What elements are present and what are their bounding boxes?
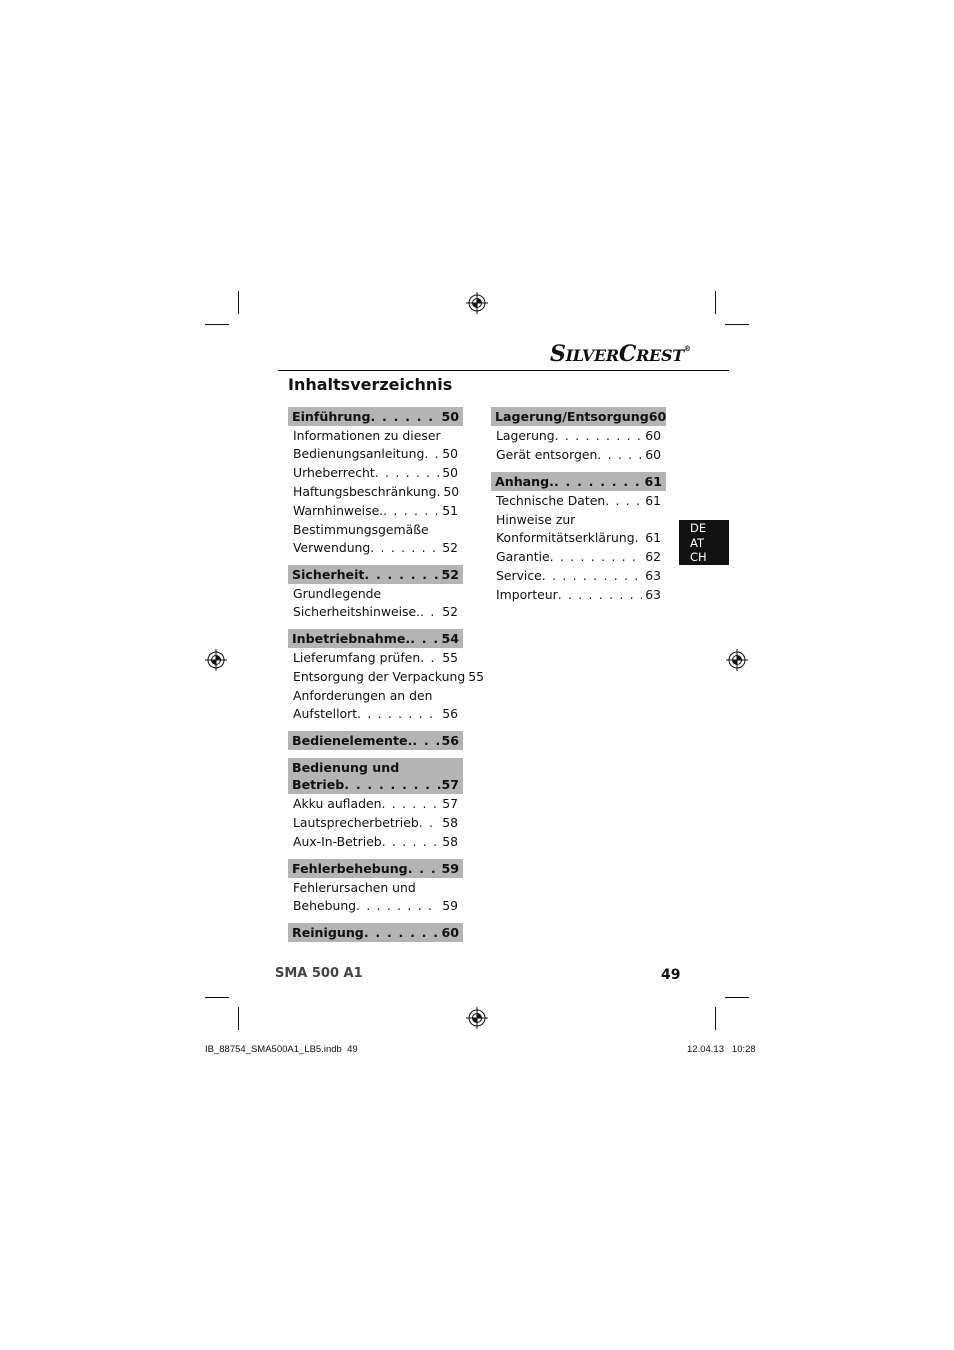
toc-entry-row [293,445,458,463]
toc-entry-page: 51 [442,503,458,518]
toc-entry-label: Urheberrecht [293,465,375,480]
toc-entry-page: 63 [645,568,661,583]
toc-heading-page: 56 [441,733,459,748]
toc-heading-page: 59 [441,861,459,876]
toc-leader-dots [555,427,643,445]
language-code: CH [690,550,707,564]
toc-entry-row [293,649,458,667]
language-code: AT [690,535,704,550]
crop-mark [205,324,229,325]
toc-heading-page: 61 [644,474,662,489]
toc-entry[interactable] [293,502,458,520]
registration-mark-icon [205,649,227,671]
toc-leader-dots [408,860,442,877]
toc-heading-page: 60 [648,409,666,424]
toc-entry[interactable] [496,548,661,566]
toc-heading-row [292,924,459,941]
toc-entry-label: Entsorgung der Verpackung [293,669,466,684]
toc-entry[interactable] [496,511,661,547]
toc-section-gap [491,464,666,472]
toc-entry-page: 61 [645,530,661,545]
toc-entry-label: Warnhinweise. [293,503,384,518]
toc-right-column [491,407,666,612]
toc-leader-dots [420,603,439,621]
toc-entry[interactable] [496,492,661,510]
toc-items [491,492,666,604]
print-slug-date: 12.04.13 10:28 [687,1044,756,1055]
toc-section-gap [288,915,463,923]
toc-entry-label: Akku aufladen [293,796,382,811]
toc-entry-row [293,502,458,520]
toc-section-heading[interactable] [288,731,463,750]
toc-entry-page: 52 [442,540,458,555]
toc-heading-row [292,732,459,749]
toc-section-heading[interactable] [491,407,666,426]
toc-section-heading[interactable] [288,407,463,426]
toc-section-heading[interactable] [288,923,463,942]
toc-leader-dots [370,539,439,557]
toc-section-heading[interactable] [288,565,463,584]
toc-entry[interactable] [293,795,458,813]
toc-leader-dots [412,732,441,749]
toc-entry-page: 60 [645,447,661,462]
toc-entry-line: Informationen zu dieser [293,428,441,443]
print-slug-file: IB_88754_SMA500A1_LB5.indb 49 [205,1044,358,1055]
toc-heading-row [292,566,459,583]
toc-heading-row [292,630,459,647]
toc-heading-page: 54 [441,631,459,646]
toc-heading-label: Einführung [292,409,371,424]
toc-entry-row [496,548,661,566]
toc-entry-page: 61 [645,493,661,508]
toc-entry-page: 58 [442,834,458,849]
toc-entry-row [293,795,458,813]
toc-entry-row [496,567,661,585]
brand-logo: SILVERCREST® [550,341,691,367]
toc-leader-dots [370,408,441,425]
toc-leader-dots [550,548,643,566]
toc-section-heading[interactable] [288,629,463,648]
toc-entry-row [293,483,458,501]
toc-entry-label: Lieferumfang prüfen [293,650,421,665]
toc-entry-label: Gerät entsorgen [496,447,598,462]
toc-section-gap [288,621,463,629]
toc-entry-row [496,586,661,604]
toc-entry[interactable] [293,668,484,686]
toc-entry-label: Bedienungsanleitung [293,446,425,461]
toc-leader-dots [383,502,439,520]
toc-entry-line: Anforderungen an den [293,688,433,703]
toc-entry[interactable] [496,567,661,585]
toc-section-heading[interactable] [491,472,666,491]
toc-entry-row [293,814,458,832]
registration-mark-icon [726,649,748,671]
toc-entry-label: Lautsprecherbetrieb [293,815,419,830]
toc-entry[interactable] [496,586,661,604]
toc-heading-row [292,408,459,425]
toc-entry-label: Importeur [496,587,558,602]
toc-entry-page: 50 [443,484,460,499]
footer-page-number: 49 [661,967,681,983]
toc-entry[interactable] [293,814,458,832]
toc-leader-dots [558,586,643,604]
toc-heading-page: 57 [441,777,459,792]
toc-heading-label: Lagerung/Entsorgung [495,409,649,424]
registration-mark-icon [466,1007,488,1029]
toc-items [288,649,484,723]
toc-entry-label: Behebung [293,898,357,913]
crop-mark [715,1007,716,1030]
toc-entry-page: 62 [645,549,661,564]
language-tab [679,520,729,565]
toc-entry[interactable] [293,521,458,557]
crop-mark [238,291,239,314]
toc-heading-page: 52 [441,567,459,582]
toc-entry[interactable] [496,446,661,464]
toc-leader-dots [554,473,645,490]
toc-section-gap [288,942,463,950]
toc-entry-page: 52 [442,604,458,619]
toc-leader-dots [344,776,441,793]
toc-section-gap [288,723,463,731]
toc-heading-row [495,408,666,425]
toc-leader-dots [364,924,442,941]
toc-entry-line: Grundlegende [293,586,382,601]
toc-entry-label: Konformitätserklärung [496,530,635,545]
toc-leader-dots [381,795,439,813]
toc-items [288,585,463,621]
toc-entry-row [496,529,661,547]
toc-items [491,427,666,464]
toc-leader-dots [364,566,441,583]
toc-entry[interactable] [293,585,458,621]
toc-entry-row [293,833,458,851]
toc-entry-page: 58 [442,815,458,830]
toc-heading-label: Sicherheit [292,567,365,582]
toc-heading-label: Anhang. [495,474,554,489]
toc-section-gap [288,557,463,565]
toc-section-gap [288,750,463,758]
toc-section-heading[interactable] [288,758,463,794]
toc-entry-page: 55 [468,669,484,684]
toc-entry[interactable] [293,833,458,851]
toc-leader-dots [424,445,439,463]
toc-entry[interactable] [496,427,661,445]
toc-heading-label: Reinigung [292,925,364,940]
crop-mark [205,997,229,998]
toc-entry-page: 50 [442,465,458,480]
toc-section-heading[interactable] [288,859,463,878]
toc-leader-dots [382,833,440,851]
toc-items [288,795,463,851]
toc-section-gap [288,851,463,859]
toc-heading-row [292,776,459,793]
toc-heading-page: 50 [441,409,459,424]
toc-entry[interactable] [293,464,458,482]
toc-heading-row [292,860,459,877]
toc-entry-page: 60 [645,428,661,443]
toc-heading-page: 60 [441,925,459,940]
toc-leader-dots [420,649,439,667]
crop-mark [725,324,749,325]
toc-entry-label: Garantie [496,549,550,564]
toc-entry[interactable] [293,879,458,915]
toc-leader-dots [357,705,439,723]
toc-entry-page: 56 [442,706,458,721]
toc-entry-row [293,603,458,621]
header-rule [278,370,729,371]
language-code: DE [690,521,707,535]
toc-heading-line: Bedienung und [292,760,400,775]
toc-entry-row [293,897,458,915]
toc-entry-label: Aufstellort [293,706,358,721]
toc-entry-label: Haftungsbeschränkung. [293,484,441,499]
toc-entry-label: Service [496,568,542,583]
toc-heading-label: Fehlerbehebung [292,861,408,876]
toc-heading-label: Betrieb [292,777,345,792]
toc-entry-row [496,427,661,445]
toc-items [288,879,463,915]
toc-entry-row [293,705,458,723]
toc-entry-row [293,668,484,686]
toc-entry-page: 63 [645,587,661,602]
crop-mark [725,997,749,998]
toc-entry-row [496,446,661,464]
toc-entry-label: Verwendung [293,540,371,555]
toc-heading-label: Inbetriebnahme. [292,631,411,646]
toc-entry-page: 57 [442,796,458,811]
toc-entry-page: 50 [442,446,458,461]
toc-leader-dots [356,897,439,915]
toc-entry-row [293,539,458,557]
toc-left-column [288,407,484,950]
footer-model: SMA 500 A1 [275,966,363,981]
toc-entry-page: 59 [442,898,458,913]
page-title: Inhaltsverzeichnis [288,375,453,394]
toc-leader-dots [410,630,441,647]
toc-entry[interactable] [293,687,458,723]
toc-entry[interactable] [293,483,458,501]
toc-entry-page: 55 [442,650,458,665]
crop-mark [715,291,716,314]
toc-items [288,427,463,557]
toc-entry[interactable] [293,649,458,667]
toc-entry-label: Sicherheitshinweise. [293,604,421,619]
toc-section-gap [491,604,666,612]
toc-heading-label: Bedienelemente. [292,733,413,748]
toc-entry-row [293,464,458,482]
toc-entry-row [496,492,661,510]
registration-mark-icon [466,292,488,314]
toc-leader-dots [542,567,642,585]
toc-leader-dots [597,446,642,464]
toc-entry-label: Lagerung [496,428,555,443]
crop-mark [238,1007,239,1030]
toc-entry-line: Bestimmungsgemäße [293,522,429,537]
toc-leader-dots [635,529,643,547]
toc-entry[interactable] [293,427,458,463]
toc-leader-dots [375,464,439,482]
toc-leader-dots [605,492,642,510]
toc-entry-line: Hinweise zur [496,512,576,527]
toc-entry-label: Technische Daten [496,493,606,508]
toc-entry-line: Fehlerursachen und [293,880,416,895]
toc-heading-row [495,473,662,490]
toc-entry-label: Aux-In-Betrieb [293,834,382,849]
toc-leader-dots [419,814,439,832]
